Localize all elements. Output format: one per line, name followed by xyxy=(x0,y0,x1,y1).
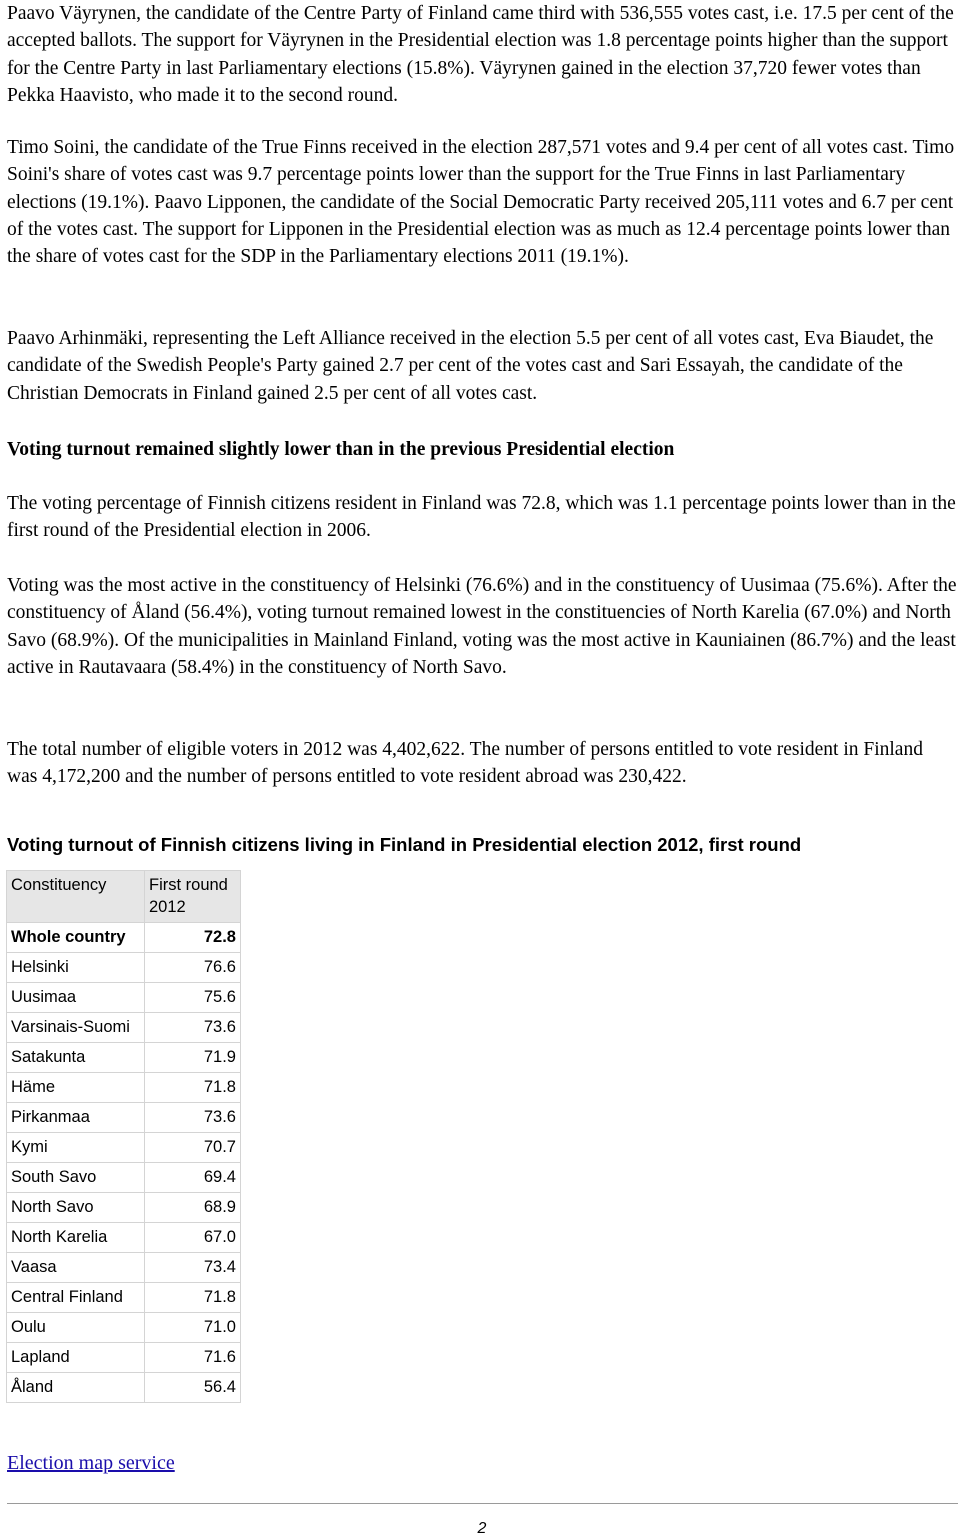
constituency-name: Kymi xyxy=(7,1133,145,1163)
turnout-value: 73.6 xyxy=(145,1103,241,1133)
table-row xyxy=(7,923,241,953)
table-row xyxy=(7,1163,241,1193)
constituency-name: Vaasa xyxy=(7,1253,145,1283)
turnout-value: 75.6 xyxy=(145,983,241,1013)
turnout-table xyxy=(6,870,241,1403)
table-row xyxy=(7,1343,241,1373)
paragraph-constituencies: Voting was the most active in the constituency of Helsinki (76.6%) and in the constituency of Uusimaa (75.6%). After the constituency of Åland (56.4%), voting turnout remained lowest in the constituencies of North Karelia (67.0%) and North Savo (68.9%). Of the municipalities in Mainland Finland, voting was the most active in Kauniainen (86.7%) and the least active in Rautavaara (58.4%) in the constituency of North Savo. xyxy=(7,575,957,678)
table-title: Voting turnout of Finnish citizens living in Finland in Presidential election 2012, first round xyxy=(7,834,802,855)
column-header-first-round: First round 2012 xyxy=(145,871,241,923)
turnout-value: 71.6 xyxy=(145,1343,241,1373)
constituency-name: Lapland xyxy=(7,1343,145,1373)
turnout-value: 69.4 xyxy=(145,1163,241,1193)
constituency-name: Satakunta xyxy=(7,1043,145,1073)
page-number: 2 xyxy=(477,1520,487,1537)
column-header-constituency: Constituency xyxy=(7,871,145,923)
paragraph-eligible-voters: The total number of eligible voters in 2012 was 4,402,622. The number of persons entitled to vote resident in Finland was 4,172,200 and the number of persons entitled to vote resident abroad was 230,422. xyxy=(7,739,923,788)
constituency-name: North Savo xyxy=(7,1193,145,1223)
turnout-value: 67.0 xyxy=(145,1223,241,1253)
table-row xyxy=(7,983,241,1013)
paragraph-vayrynen: Paavo Väyrynen, the candidate of the Centre Party of Finland came third with 536,555 votes cast, i.e. 17.5 per cent of the accepted ballots. The support for Väyrynen in the Presidential election was 1.8 percentage points higher than the support for the Centre Party in last Parliamentary elections (15.8%). Väyrynen gained in the election 37,720 fewer votes than Pekka Haavisto, who made it to the second round. xyxy=(7,3,954,106)
table-row xyxy=(7,1313,241,1343)
table-row xyxy=(7,1103,241,1133)
turnout-value: 71.9 xyxy=(145,1043,241,1073)
election-map-link[interactable]: Election map service xyxy=(7,1452,175,1474)
turnout-value: 71.8 xyxy=(145,1073,241,1103)
table-row xyxy=(7,1043,241,1073)
table-row xyxy=(7,1133,241,1163)
table-header-row xyxy=(7,871,241,923)
turnout-value: 73.6 xyxy=(145,1013,241,1043)
turnout-value: 76.6 xyxy=(145,953,241,983)
turnout-value: 56.4 xyxy=(145,1373,241,1403)
table-row xyxy=(7,1223,241,1253)
constituency-name: Åland xyxy=(7,1373,145,1403)
table-body xyxy=(7,923,241,1403)
table-row xyxy=(7,1253,241,1283)
section-heading: Voting turnout remained slightly lower than in the previous Presidential election xyxy=(7,439,675,460)
table-row xyxy=(7,1193,241,1223)
turnout-value: 71.8 xyxy=(145,1283,241,1313)
table-row xyxy=(7,1283,241,1313)
turnout-value: 73.4 xyxy=(145,1253,241,1283)
paragraph-voting-percentage: The voting percentage of Finnish citizens resident in Finland was 72.8, which was 1.1 percentage points lower than in the first round of the Presidential election in 2006. xyxy=(7,493,956,542)
constituency-name: Uusimaa xyxy=(7,983,145,1013)
table-row xyxy=(7,1013,241,1043)
footer-divider xyxy=(7,1503,958,1504)
constituency-name: Central Finland xyxy=(7,1283,145,1313)
table-row xyxy=(7,1373,241,1403)
constituency-name: Helsinki xyxy=(7,953,145,983)
constituency-name: Häme xyxy=(7,1073,145,1103)
constituency-name: South Savo xyxy=(7,1163,145,1193)
turnout-value: 70.7 xyxy=(145,1133,241,1163)
table-row xyxy=(7,1073,241,1103)
constituency-name: Whole country xyxy=(7,923,145,953)
paragraph-soini-lipponen: Timo Soini, the candidate of the True Finns received in the election 287,571 votes and 9.4 per cent of all votes cast. Timo Soini's share of votes cast was 9.7 percentage points lower than the support for the True Finns in last Parliamentary elections (19.1%). Paavo Lipponen, the candidate of the Social Democratic Party received 205,111 votes and 6.7 per cent of the votes cast. The support for Lipponen in the Presidential election was as much as 12.4 percentage points lower than the share of votes cast for the SDP in the Parliamentary elections 2011 (19.1%). xyxy=(7,137,955,268)
constituency-name: Pirkanmaa xyxy=(7,1103,145,1133)
turnout-value: 71.0 xyxy=(145,1313,241,1343)
constituency-name: Oulu xyxy=(7,1313,145,1343)
constituency-name: Varsinais-Suomi xyxy=(7,1013,145,1043)
turnout-value: 68.9 xyxy=(145,1193,241,1223)
turnout-value: 72.8 xyxy=(145,923,241,953)
constituency-name: North Karelia xyxy=(7,1223,145,1253)
paragraph-arhinmaki: Paavo Arhinmäki, representing the Left Alliance received in the election 5.5 per cent of all votes cast, Eva Biaudet, the candidate of the Swedish People's Party gained 2.7 per cent of the votes cast and Sari Essayah, the candidate of the Christian Democrats in Finland gained 2.5 per cent of all votes cast. xyxy=(7,328,934,404)
table-row xyxy=(7,953,241,983)
